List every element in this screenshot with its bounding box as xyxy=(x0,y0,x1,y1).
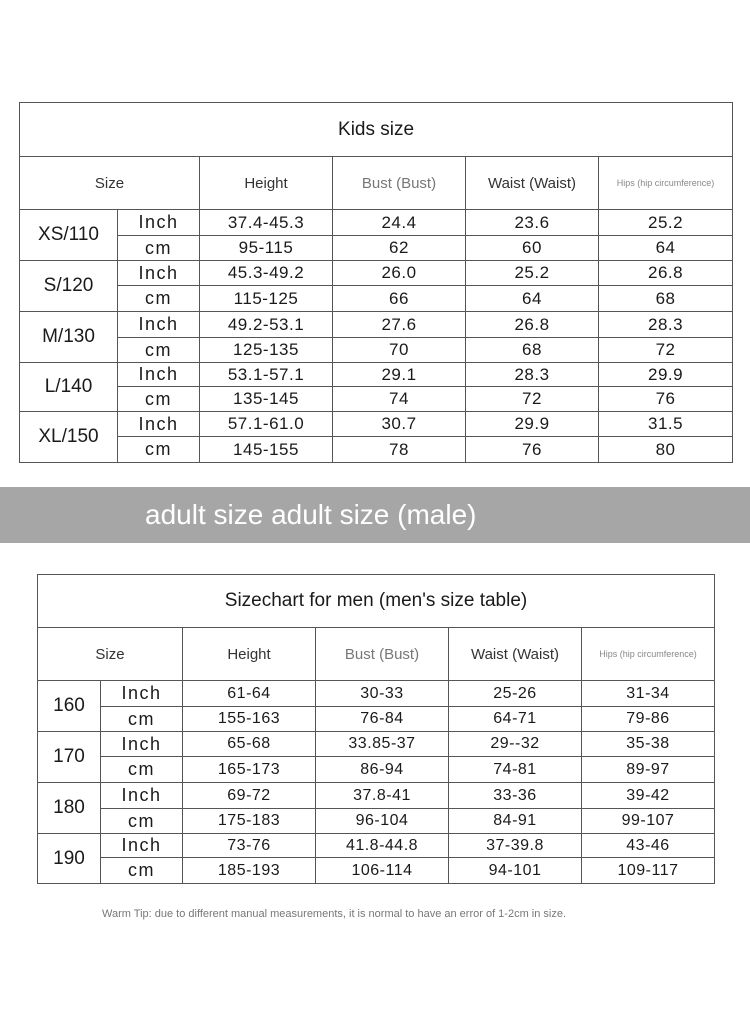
men-table-title: Sizechart for men (men's size table) xyxy=(38,575,715,628)
table-row xyxy=(20,363,733,387)
waist-value: 64-71 xyxy=(449,707,582,732)
waist-value: 84-91 xyxy=(449,809,582,834)
bust-value: 27.6 xyxy=(333,312,466,338)
size-label: 160 xyxy=(38,681,101,732)
table-row xyxy=(38,732,715,757)
men-header-height: Height xyxy=(183,628,316,681)
size-label: S/120 xyxy=(20,261,118,312)
hips-value: 99-107 xyxy=(582,809,715,834)
hips-value: 109-117 xyxy=(582,858,715,884)
height-value: 61-64 xyxy=(183,681,316,707)
kids-header-bust: Bust (Bust) xyxy=(333,157,466,210)
height-value: 57.1-61.0 xyxy=(200,412,333,437)
warm-tip-note: Warm Tip: due to different manual measurements, it is normal to have an error of 1-2cm in size. xyxy=(102,908,567,920)
waist-value: 25.2 xyxy=(466,261,599,286)
kids-header-waist: Waist (Waist) xyxy=(466,157,599,210)
men-size-table xyxy=(37,574,715,884)
table-row xyxy=(20,261,733,286)
bust-value: 70 xyxy=(333,338,466,363)
unit-label: Inch xyxy=(118,261,200,286)
height-value: 155-163 xyxy=(183,707,316,732)
bust-value: 24.4 xyxy=(333,210,466,236)
table-row xyxy=(20,312,733,338)
bust-value: 30-33 xyxy=(316,681,449,707)
bust-value: 66 xyxy=(333,286,466,312)
hips-value: 35-38 xyxy=(582,732,715,757)
height-value: 73-76 xyxy=(183,834,316,858)
table-row xyxy=(38,809,715,834)
height-value: 53.1-57.1 xyxy=(200,363,333,387)
table-row xyxy=(38,858,715,884)
bust-value: 41.8-44.8 xyxy=(316,834,449,858)
waist-value: 29.9 xyxy=(466,412,599,437)
unit-label: cm xyxy=(101,707,183,732)
waist-value: 33-36 xyxy=(449,783,582,809)
unit-label: cm xyxy=(101,858,183,884)
kids-size-table xyxy=(19,102,733,463)
bust-value: 33.85-37 xyxy=(316,732,449,757)
waist-value: 28.3 xyxy=(466,363,599,387)
table-row xyxy=(20,338,733,363)
height-value: 45.3-49.2 xyxy=(200,261,333,286)
height-value: 145-155 xyxy=(200,437,333,463)
bust-value: 29.1 xyxy=(333,363,466,387)
kids-header-size: Size xyxy=(20,157,200,210)
bust-value: 106-114 xyxy=(316,858,449,884)
hips-value: 76 xyxy=(599,387,733,412)
kids-table-title: Kids size xyxy=(20,103,733,157)
waist-value: 76 xyxy=(466,437,599,463)
hips-value: 25.2 xyxy=(599,210,733,236)
waist-value: 74-81 xyxy=(449,757,582,783)
waist-value: 60 xyxy=(466,236,599,261)
waist-value: 29--32 xyxy=(449,732,582,757)
height-value: 65-68 xyxy=(183,732,316,757)
size-label: XL/150 xyxy=(20,412,118,463)
unit-label: cm xyxy=(118,338,200,363)
unit-label: cm xyxy=(101,757,183,783)
men-header-waist: Waist (Waist) xyxy=(449,628,582,681)
unit-label: Inch xyxy=(118,210,200,236)
table-row xyxy=(20,286,733,312)
table-row xyxy=(38,707,715,732)
size-label: 180 xyxy=(38,783,101,834)
bust-value: 86-94 xyxy=(316,757,449,783)
waist-value: 23.6 xyxy=(466,210,599,236)
hips-value: 31.5 xyxy=(599,412,733,437)
size-label: M/130 xyxy=(20,312,118,363)
hips-value: 43-46 xyxy=(582,834,715,858)
bust-value: 96-104 xyxy=(316,809,449,834)
height-value: 125-135 xyxy=(200,338,333,363)
height-value: 165-173 xyxy=(183,757,316,783)
height-value: 37.4-45.3 xyxy=(200,210,333,236)
hips-value: 68 xyxy=(599,286,733,312)
hips-value: 31-34 xyxy=(582,681,715,707)
hips-value: 26.8 xyxy=(599,261,733,286)
men-header-bust: Bust (Bust) xyxy=(316,628,449,681)
hips-value: 72 xyxy=(599,338,733,363)
bust-value: 30.7 xyxy=(333,412,466,437)
size-label: L/140 xyxy=(20,363,118,412)
men-header-size: Size xyxy=(38,628,183,681)
unit-label: Inch xyxy=(101,681,183,707)
hips-value: 28.3 xyxy=(599,312,733,338)
waist-value: 94-101 xyxy=(449,858,582,884)
unit-label: cm xyxy=(118,387,200,412)
table-row xyxy=(20,412,733,437)
hips-value: 39-42 xyxy=(582,783,715,809)
waist-value: 25-26 xyxy=(449,681,582,707)
unit-label: cm xyxy=(118,286,200,312)
hips-value: 89-97 xyxy=(582,757,715,783)
waist-value: 68 xyxy=(466,338,599,363)
waist-value: 37-39.8 xyxy=(449,834,582,858)
table-row xyxy=(38,757,715,783)
table-row xyxy=(38,783,715,809)
unit-label: Inch xyxy=(101,783,183,809)
unit-label: Inch xyxy=(118,312,200,338)
kids-header-hips: Hips (hip circumference) xyxy=(599,157,733,210)
waist-value: 26.8 xyxy=(466,312,599,338)
kids-header-height: Height xyxy=(200,157,333,210)
unit-label: cm xyxy=(118,437,200,463)
hips-value: 64 xyxy=(599,236,733,261)
bust-value: 76-84 xyxy=(316,707,449,732)
height-value: 115-125 xyxy=(200,286,333,312)
table-row xyxy=(20,437,733,463)
size-label: 190 xyxy=(38,834,101,884)
table-row xyxy=(20,387,733,412)
height-value: 135-145 xyxy=(200,387,333,412)
bust-value: 74 xyxy=(333,387,466,412)
size-label: XS/110 xyxy=(20,210,118,261)
bust-value: 62 xyxy=(333,236,466,261)
height-value: 185-193 xyxy=(183,858,316,884)
bust-value: 78 xyxy=(333,437,466,463)
hips-value: 79-86 xyxy=(582,707,715,732)
unit-label: Inch xyxy=(101,732,183,757)
bust-value: 37.8-41 xyxy=(316,783,449,809)
table-row xyxy=(20,236,733,261)
hips-value: 80 xyxy=(599,437,733,463)
unit-label: cm xyxy=(101,809,183,834)
table-row xyxy=(38,681,715,707)
waist-value: 64 xyxy=(466,286,599,312)
unit-label: cm xyxy=(118,236,200,261)
waist-value: 72 xyxy=(466,387,599,412)
bust-value: 26.0 xyxy=(333,261,466,286)
size-label: 170 xyxy=(38,732,101,783)
unit-label: Inch xyxy=(101,834,183,858)
unit-label: Inch xyxy=(118,363,200,387)
unit-label: Inch xyxy=(118,412,200,437)
height-value: 175-183 xyxy=(183,809,316,834)
height-value: 49.2-53.1 xyxy=(200,312,333,338)
height-value: 95-115 xyxy=(200,236,333,261)
table-row xyxy=(38,834,715,858)
table-row xyxy=(20,210,733,236)
adult-size-banner: adult size adult size (male) xyxy=(0,487,750,543)
height-value: 69-72 xyxy=(183,783,316,809)
men-header-hips: Hips (hip circumference) xyxy=(582,628,715,681)
hips-value: 29.9 xyxy=(599,363,733,387)
